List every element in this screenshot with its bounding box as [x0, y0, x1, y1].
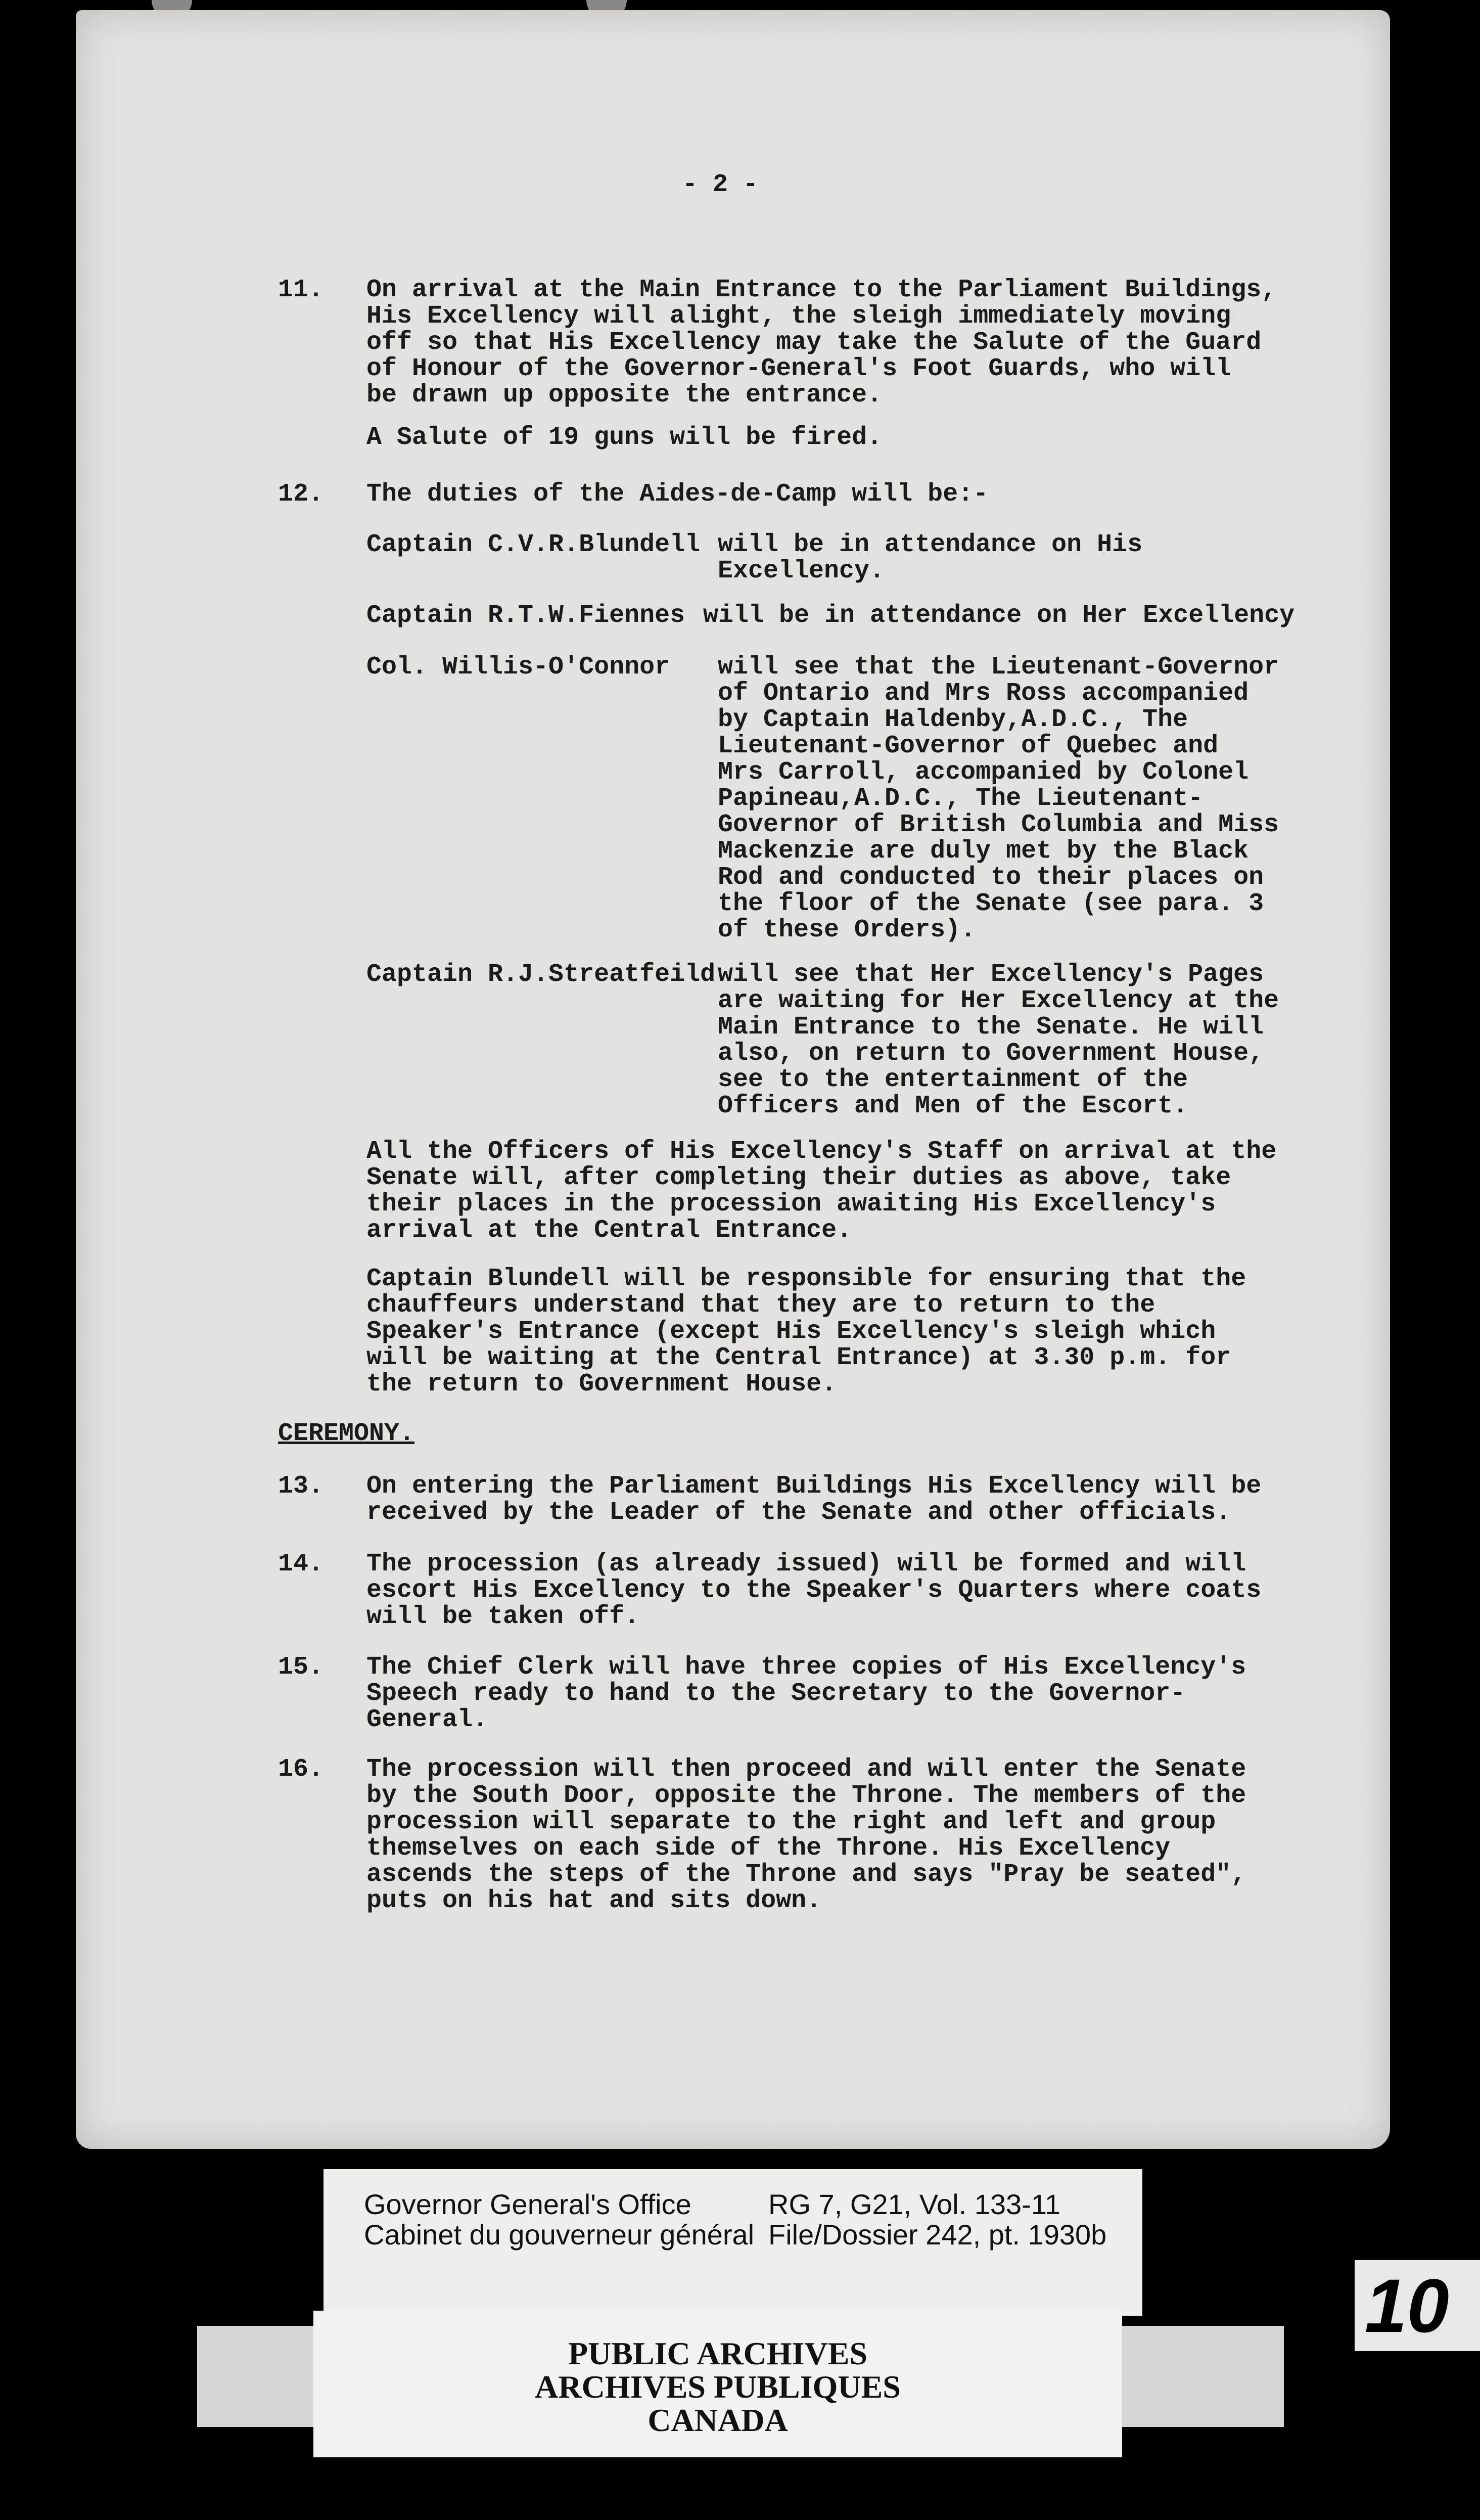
archive-reference-label [323, 2169, 1142, 2316]
office-english: Governor General's Office [364, 2188, 691, 2220]
para-11-number: 11. [278, 276, 324, 304]
para-11-text: On arrival at the Main Entrance to the Parliament Buildings, His Excellency will alight, the sleigh immediately moving off so that His Excellency may take the Salute of the Guard of Honour of the Governor-General's Foot Guards, who will be drawn up opposite the entrance. [366, 276, 1277, 410]
adc-blundell-name: Captain C.V.R.Blundell [366, 530, 701, 559]
adc-streatfeild-name: Captain R.J.Streatfeild [366, 960, 716, 989]
para-16-text: The procession will then proceed and will enter the Senate by the South Door, opposite the Throne. The members of the procession will separate to the right and left and group themselves on each side of the Throne. His Excellency ascends the steps of the Throne and says "Pray be seated", puts on his hat and sits down. [366, 1755, 1246, 1915]
para-15-text: The Chief Clerk will have three copies of His Excellency's Speech ready to hand to the Secretary to the Governor- General. [366, 1653, 1246, 1734]
para-14-number: 14. [278, 1550, 324, 1579]
archives-stamp [313, 2311, 1122, 2457]
reference-volume: RG 7, G21, Vol. 133-11 [768, 2188, 1060, 2220]
para-16-number: 16. [278, 1755, 324, 1784]
para-13-number: 13. [278, 1472, 324, 1501]
chauffeurs-paragraph: Captain Blundell will be responsible for ensuring that the chauffeurs understand that they are to return to the Speaker's Entrance (except His Excellency's sleigh which will be waiting at the Central Entrance) at 3.30 p.m. for the return to Government House. [366, 1265, 1246, 1399]
salute-text: A Salute of 19 guns will be fired. [366, 423, 883, 452]
adc-fiennes-duty: will be in attendance on Her Excellency [703, 601, 1295, 630]
para-13-text: On entering the Parliament Buildings His Excellency will be received by the Leader of the Senate and other officials. [366, 1472, 1262, 1527]
frame-number: 10 1 [1355, 2260, 1480, 2351]
ceremony-heading: CEREMONY. [278, 1419, 415, 1448]
para-15-number: 15. [278, 1653, 324, 1682]
archives-line-2: ARCHIVES PUBLIQUES [535, 2369, 901, 2405]
para-12-text: The duties of the Aides-de-Camp will be:- [366, 480, 989, 509]
office-french: Cabinet du gouverneur général [364, 2219, 755, 2251]
archives-line-3: CANADA [648, 2402, 788, 2438]
adc-oconnor-name: Col. Willis-O'Connor [366, 653, 670, 682]
adc-fiennes-name: Captain R.T.W.Fiennes [366, 601, 685, 630]
archives-line-1: PUBLIC ARCHIVES [568, 2335, 868, 2371]
para-14-text: The procession (as already issued) will be formed and will escort His Excellency to the Speaker's Quarters where coats will be taken off. [366, 1550, 1262, 1631]
para-12-number: 12. [278, 480, 324, 509]
adc-blundell-duty: will be in attendance on His Excellency. [718, 530, 1143, 586]
adc-oconnor-duty: will see that the Lieutenant-Governor of Ontario and Mrs Ross accompanied by Captain Haldenby,A.D.C., The Lieutenant-Governor of Quebec and Mrs Carroll, accompanied by Colonel Papineau,A.D.C., The Lieutenant- Governor of British Columbia and Miss Mackenzie are duly met by the Black Rod and conducted to their places on the floor of the Senate (see para. 3 of these Orders). [718, 653, 1279, 944]
page-number: - 2 - [682, 170, 759, 199]
reference-file: File/Dossier 242, pt. 1930b [768, 2219, 1107, 2251]
adc-streatfeild-duty: will see that Her Excellency's Pages are waiting for Her Excellency at the Main Entrance to the Senate. He will also, on return to Government House, see to the entertainment of the Officers and Men of the Escort. [718, 960, 1279, 1120]
staff-paragraph: All the Officers of His Excellency's Staff on arrival at the Senate will, after completing their duties as above, take their places in the procession awaiting His Excellency's arrival at the Central Entrance. [366, 1137, 1277, 1245]
